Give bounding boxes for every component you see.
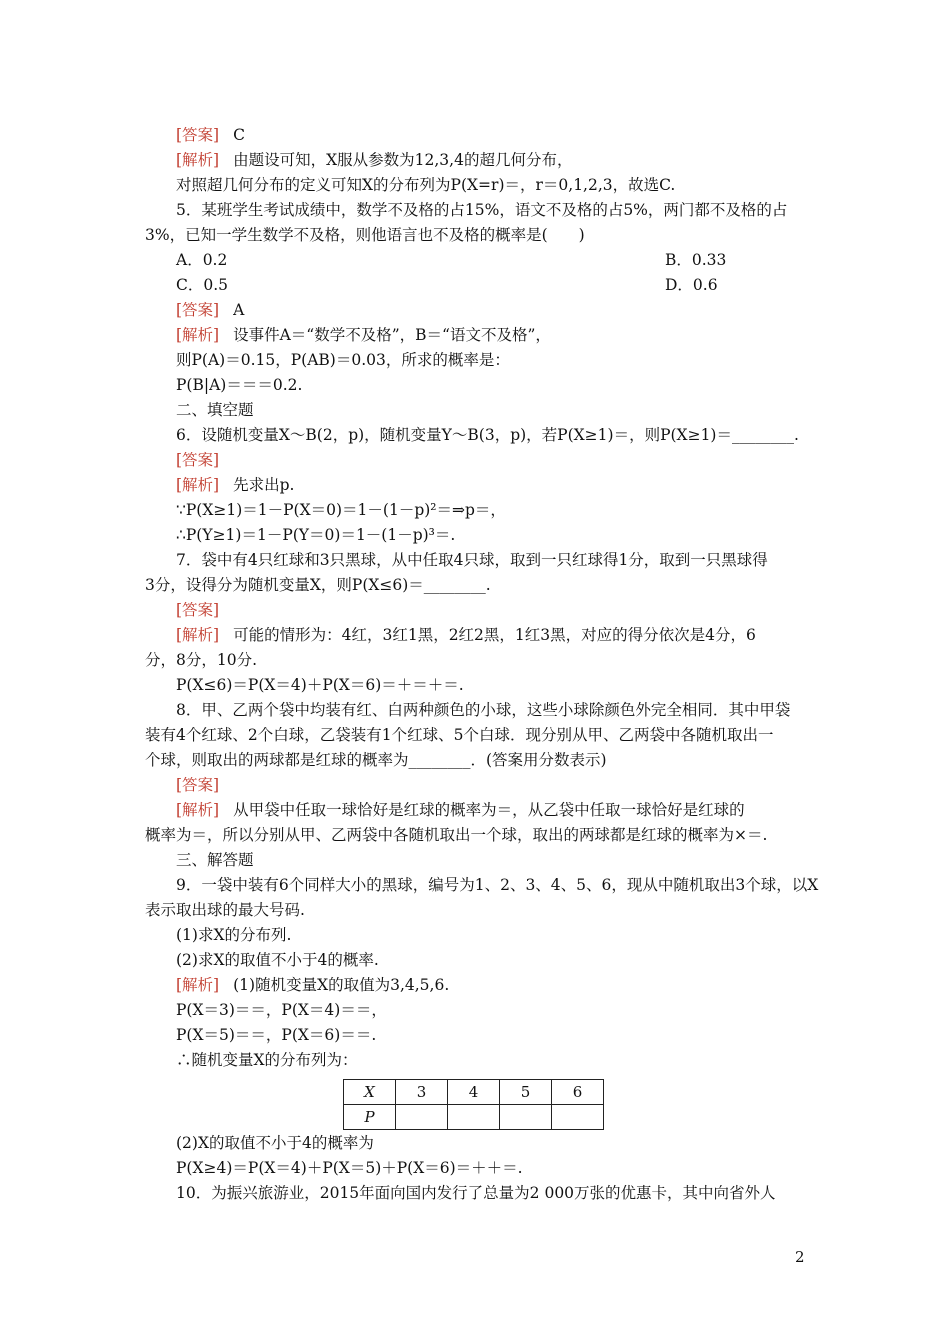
q5-stem-line1: 5．某班学生考试成绩中，数学不及格的占15%，语文不及格的占5%，两门都不及格的占 [176,201,788,219]
q8-stem-line1: 8．甲、乙两个袋中均装有红、白两种颜色的小球，这些小球除颜色外完全相同．其中甲袋 [176,701,791,719]
q8-analysis: [解析] 从甲袋中任取一球恰好是红球的概率为＝，从乙袋中任取一球恰好是红球的 [176,801,745,819]
q10-stem-line1: 10．为振兴旅游业，2015年面向国内发行了总量为2 000万张的优惠卡，其中向省外人 [176,1184,776,1202]
q5-options-cd [176,275,718,295]
q8-answer [176,775,233,795]
analysis-tag: [解析] [176,976,220,994]
q9-analysis-line3: P(X＝5)＝＝，P(X＝6)＝＝. [176,1026,377,1044]
q5-stem-line2: 3%，已知一学生数学不及格，则他语言也不及格的概率是( ) [145,226,585,244]
answer-tag: [答案] [176,301,220,319]
table-cell: 3 [396,1080,448,1105]
q9-part1: (1)求X的分布列. [176,926,292,944]
q6-analysis-line3: ∴P(Y≥1)＝1－P(Y＝0)＝1－(1－p)³＝. [176,526,456,544]
option-c: C．0.5 [176,276,229,294]
q7-answer [176,600,233,620]
table-cell: 4 [448,1080,500,1105]
q4-analysis-line2: 对照超几何分布的定义可知X的分布列为P(X=r)＝，r＝0,1,2,3，故选C. [176,176,676,194]
analysis-tag: [解析] [176,801,220,819]
table-cell: 5 [499,1080,551,1105]
q4-answer: [答案] C [176,126,245,144]
q6-analysis-line2: ∵P(X≥1)＝1－P(X＝0)＝1－(1－p)²＝⇒p＝， [176,501,506,519]
answer-tag: [答案] [176,601,220,619]
q9-analysis: [解析] (1)随机变量X的取值为3,4,5,6. [176,976,450,994]
q7-analysis-line2: 分，8分，10分. [145,651,258,669]
q9-part2: (2)求X的取值不小于4的概率. [176,951,379,969]
q9-analysis-line5: (2)X的取值不小于4的概率为 [176,1134,374,1152]
table-cell: 6 [551,1080,603,1105]
q5-answer: [答案] A [176,301,245,319]
answer-tag: [答案] [176,451,220,469]
q6-analysis: [解析] 先求出p. [176,476,295,494]
option-a: A．0.2 [176,251,228,269]
q5-analysis-line2: 则P(A)＝0.15，P(AB)＝0.03，所求的概率是： [176,351,510,369]
answer-tag: [答案] [176,776,220,794]
section-heading-solve: 三、解答题 [176,851,254,869]
option-b: B．0.33 [665,251,727,269]
q7-analysis: [解析] 可能的情形为：4红，3红1黑，2红2黑，1红3黑，对应的得分依次是4分，6 [176,626,756,644]
q9-stem-line1: 9．一袋中装有6个同样大小的黑球，编号为1、2、3、4、5、6，现从中随机取出3个球，以X [176,876,819,894]
q9-stem-line2: 表示取出球的最大号码. [145,901,305,919]
table-cell [499,1105,551,1130]
table-cell [396,1105,448,1130]
distribution-table [343,1079,604,1130]
q9-analysis-line2: P(X＝3)＝＝，P(X＝4)＝＝， [176,1001,387,1019]
analysis-tag: [解析] [176,151,220,169]
answer-tag: [答案] [176,126,220,144]
analysis-tag: [解析] [176,326,220,344]
q8-stem-line3: 个球，则取出的两球都是红球的概率为________．(答案用分数表示) [145,751,607,769]
q7-analysis-line3: P(X≤6)＝P(X＝4)＋P(X＝6)＝＋＝＋＝. [176,676,464,694]
q7-stem-line2: 3分，设得分为随机变量X，则P(X≤6)＝________. [145,576,491,594]
analysis-tag: [解析] [176,476,220,494]
option-d: D．0.6 [665,276,718,294]
table-row [344,1080,604,1105]
q7-stem-line1: 7．袋中有4只红球和3只黑球，从中任取4只球，取到一只红球得1分，取到一只黑球得 [176,551,768,569]
table-cell: P [344,1105,396,1130]
q9-analysis-line6: P(X≥4)＝P(X＝4)＋P(X＝5)＋P(X＝6)＝＋＋＝. [176,1159,523,1177]
section-heading-fill-in: 二、填空题 [176,401,254,419]
q8-analysis-line2: 概率为＝，所以分别从甲、乙两袋中各随机取出一个球，取出的两球都是红球的概率为×＝. [145,826,768,844]
page-number: 2 [795,1248,805,1266]
q5-analysis: [解析] 设事件A＝“数学不及格”，B＝“语文不及格”， [176,326,551,344]
q6-answer [176,450,233,470]
q6-stem: 6．设随机变量X～B(2，p)，随机变量Y～B(3，p)，若P(X≥1)＝，则P(X≥1)＝________. [176,426,799,444]
table-row [344,1105,604,1130]
table-cell [448,1105,500,1130]
q5-options-ab [176,250,727,270]
table-cell [551,1105,603,1130]
q8-stem-line2: 装有4个红球、2个白球，乙袋装有1个红球、5个白球．现分别从甲、乙两袋中各随机取出一 [145,726,774,744]
analysis-tag: [解析] [176,626,220,644]
q4-analysis: [解析] 由题设可知，X服从参数为12,3,4的超几何分布， [176,151,573,169]
q9-analysis-line4: ∴随机变量X的分布列为： [176,1051,358,1069]
q5-analysis-line3: P(B|A)＝＝＝0.2. [176,376,303,394]
table-cell: X [344,1080,396,1105]
